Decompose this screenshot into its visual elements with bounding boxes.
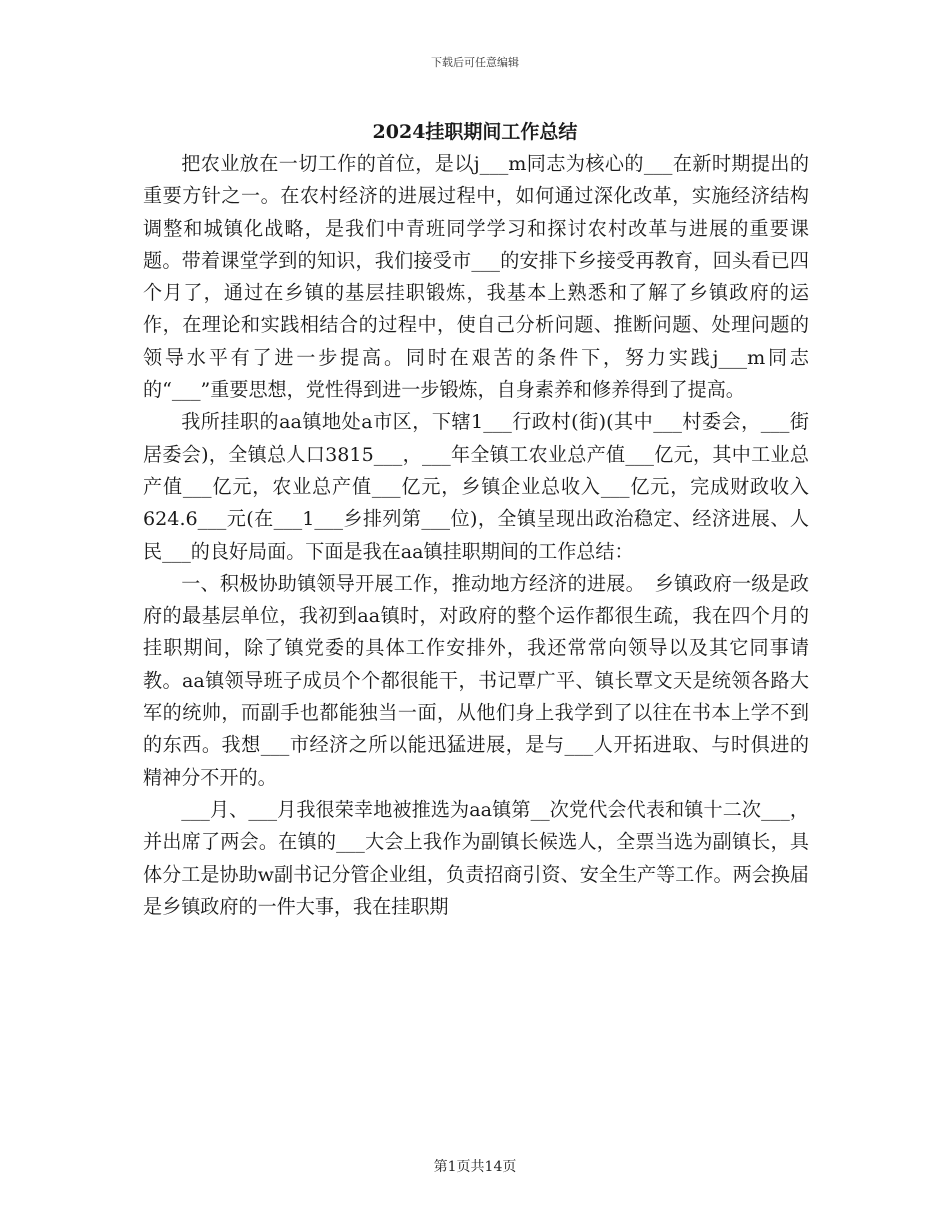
page-number-footer: 第1页共14页 — [433, 1159, 517, 1175]
document-body — [143, 148, 809, 923]
paragraph-1: 把农业放在一切工作的首位，是以j___m同志为核心的___在新时期提出的重要方针之一。在农村经济的进展过程中，如何通过深化改革，实施经济结构调整和城镇化战略，是我们中青班同学学习和探讨农村改革与进展的重要课题。带着课堂学到的知识，我们接受市___的安排下乡接受再教育，回头看已四个月了，通过在乡镇的基层挂职锻炼，我基本上熟悉和了解了乡镇政府的运作，在理论和实践相结合的过程中，使自己分析问题、推断问题、处理问题的领导水平有了进一步提高。同时在艰苦的条件下，努力实践j___m同志的“___”重要思想，党性得到进一步锻炼，自身素养和修养得到了提高。 — [143, 152, 809, 402]
header-note: 下载后可任意编辑 — [431, 56, 519, 69]
paragraph-4: ___月、___月我很荣幸地被推选为aa镇第__次党代会代表和镇十二次___，并出席了两会。在镇的___大会上我作为副镇长候选人，全票当选为副镇长，具体分工是协助w副书记分管企业组，负责招商引资、安全生产等工作。两会换届是乡镇政府的一件大事，我在挂职期 — [143, 797, 809, 918]
document-title: 2024挂职期间工作总结 — [372, 121, 578, 143]
paragraph-2: 我所挂职的aa镇地处a市区，下辖1___行政村(街)(其中___村委会，___街居委会)，全镇总人口3815___，___年全镇工农业总产值___亿元，其中工业总产值___亿元，农业总产值___亿元，乡镇企业总收入___亿元，完成财政收入624.6___元(在___1___乡排列第___位)，全镇呈现出政治稳定、经济进展、人民___的良好局面。下面是我在aa镇挂职期间的工作总结： — [143, 410, 809, 563]
paragraph-3: 一、积极协助镇领导开展工作，推动地方经济的进展。 乡镇政府一级是政府的最基层单位，我初到aa镇时，对政府的整个运作都很生疏，我在四个月的挂职期间，除了镇党委的具体工作安排外，我还常常向领导以及其它同事请教。aa镇领导班子成员个个都很能干，书记覃广平、镇长覃文天是统领各路大军的统帅，而副手也都能独当一面，从他们身上我学到了以往在书本上学不到的东西。我想___市经济之所以能迅猛进展，是与___人开拓进取、与时俱进的精神分不开的。 — [143, 571, 809, 789]
